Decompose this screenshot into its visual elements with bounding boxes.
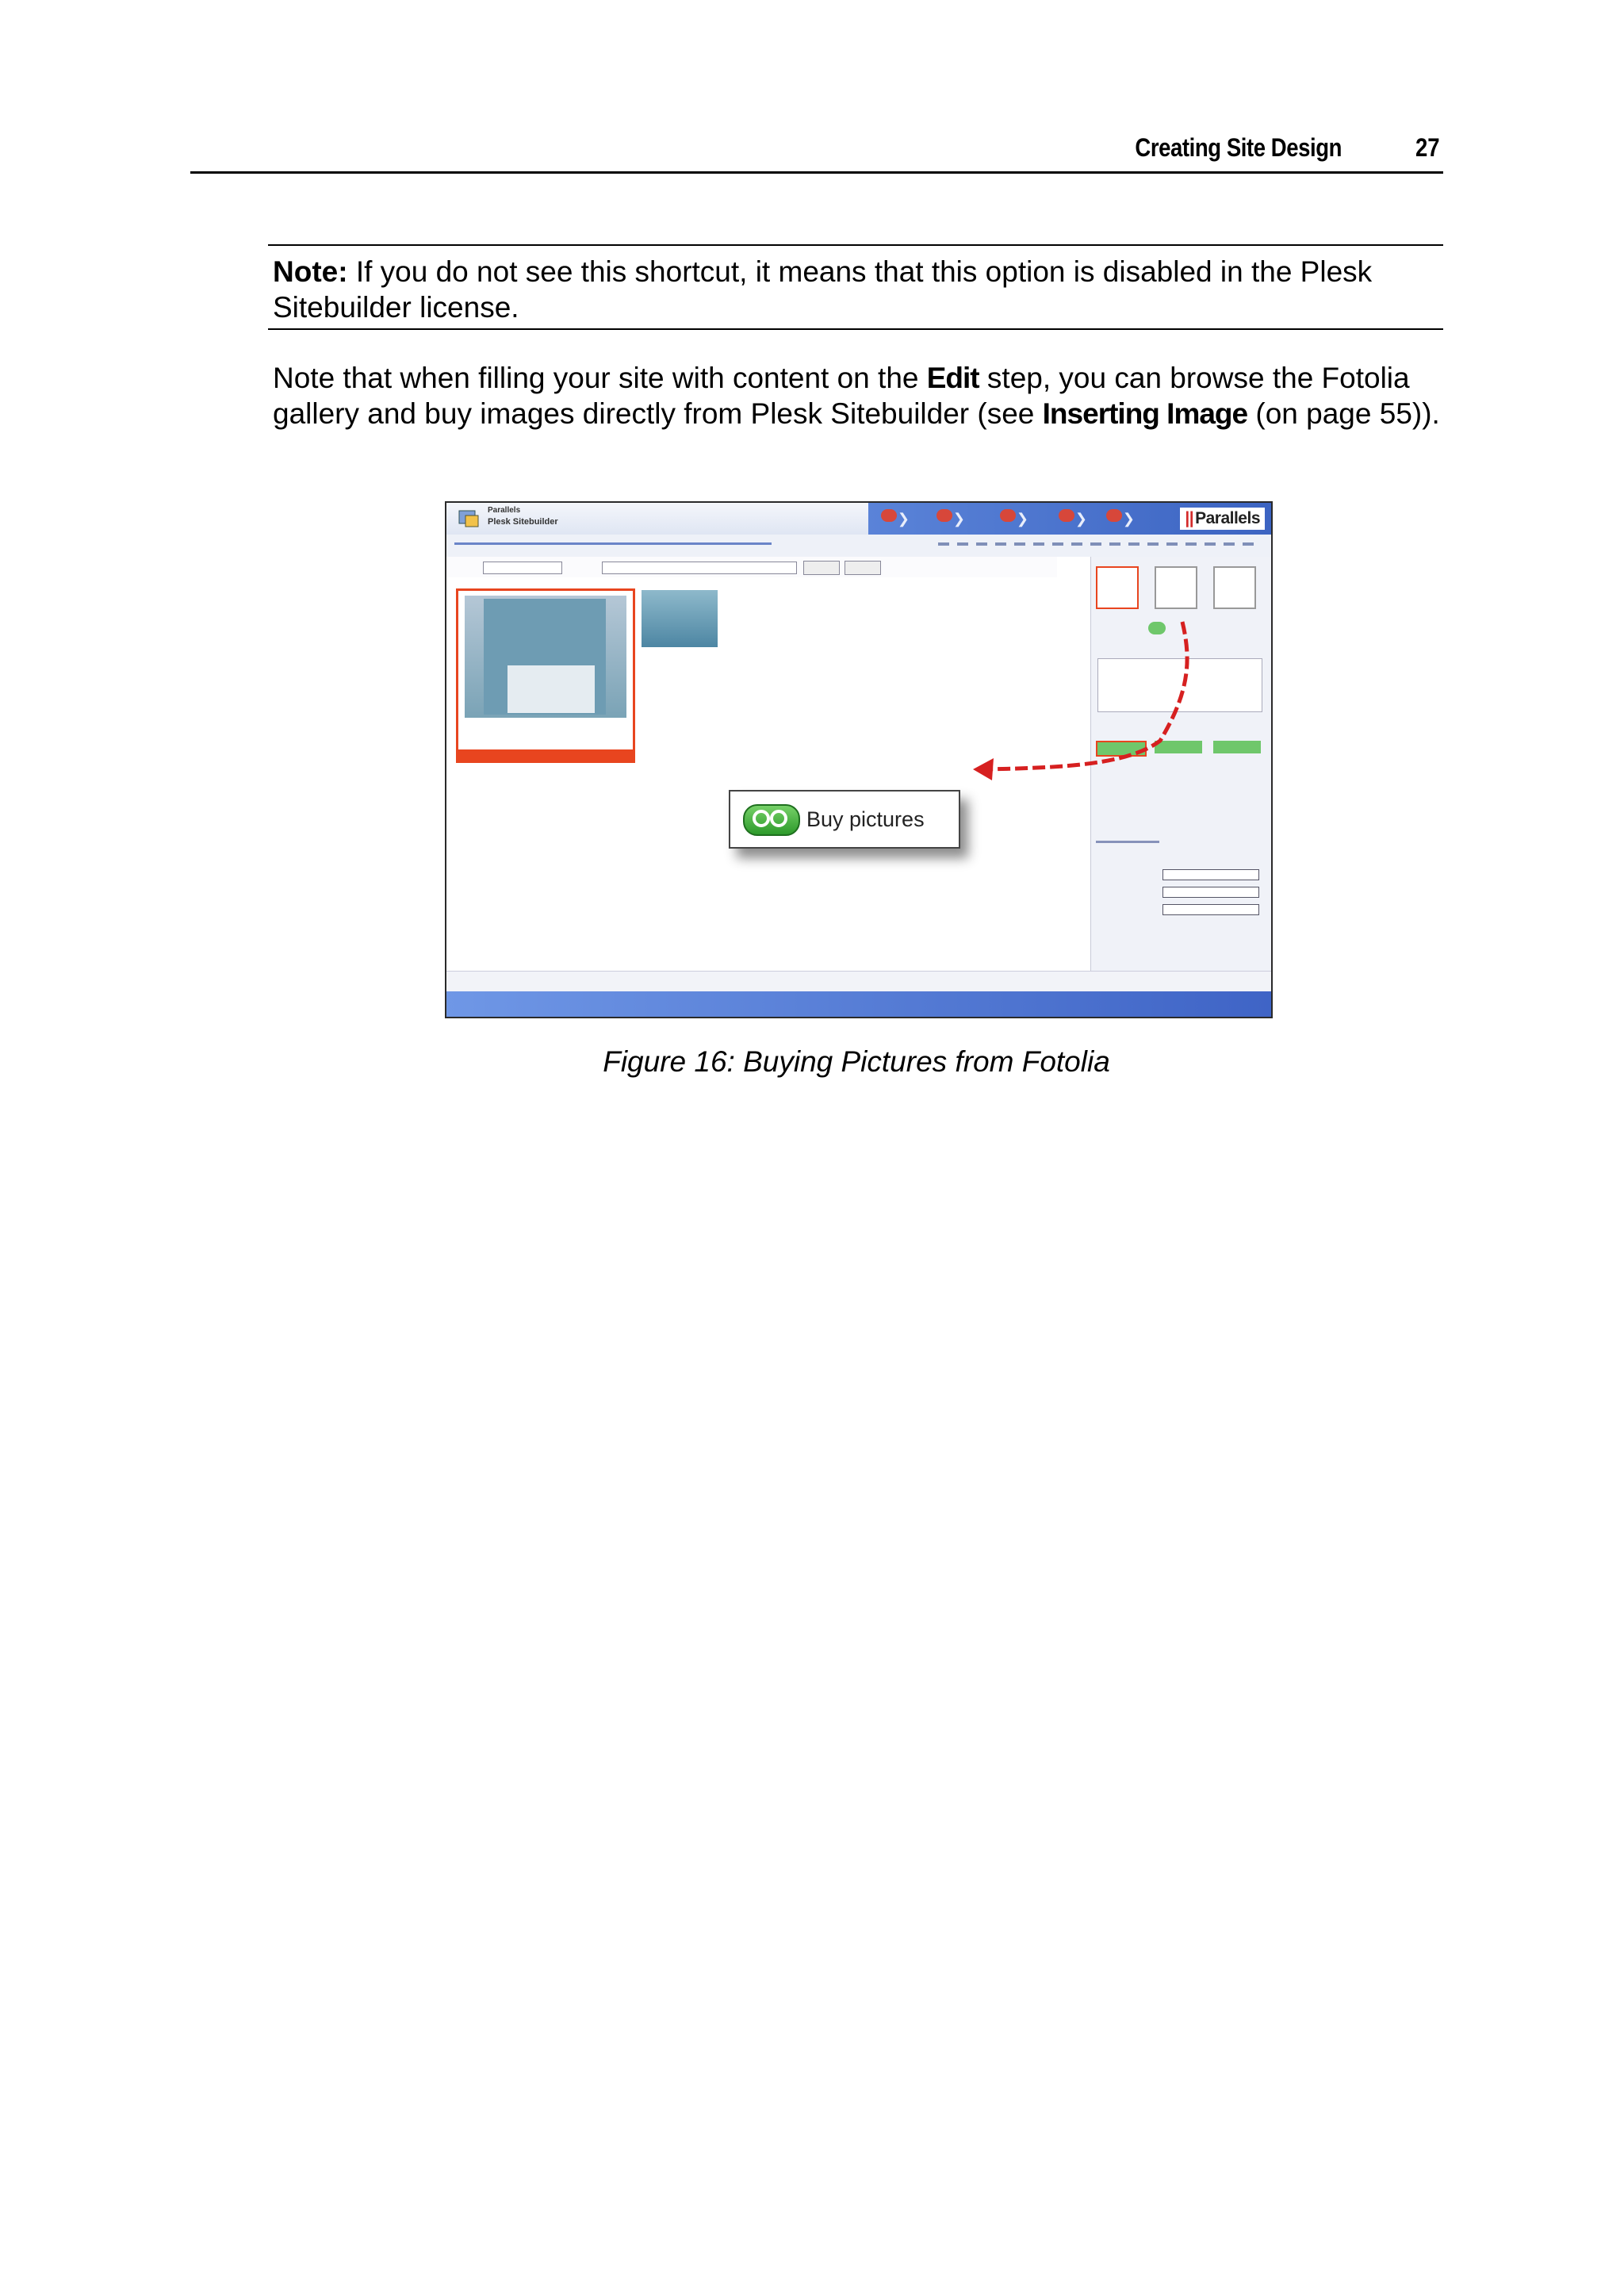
note-box xyxy=(268,244,1443,330)
inserting-image-link[interactable]: Inserting Image xyxy=(1042,397,1248,430)
category-select[interactable] xyxy=(483,562,562,574)
selected-template-card[interactable] xyxy=(456,588,635,763)
note-body: If you do not see this shortcut, it means that this option is disabled in the Plesk Sitebuilder license. xyxy=(273,255,1373,324)
wizard-step-icon[interactable]: ❯ xyxy=(1059,509,1078,528)
panel-field[interactable] xyxy=(1162,869,1259,880)
wizard-step-icon[interactable]: ❯ xyxy=(936,509,956,528)
running-header xyxy=(190,133,1443,174)
note-text xyxy=(273,254,1431,325)
wizard-steps xyxy=(868,503,1271,535)
parallels-logo: ||Parallels xyxy=(1180,508,1265,530)
figure-screenshot xyxy=(445,501,1273,1018)
page-number: 27 xyxy=(1415,133,1440,162)
template-thumbnail[interactable] xyxy=(642,590,718,647)
header-preview xyxy=(1097,658,1262,712)
paragraph-part-3: (on page 55)). xyxy=(1247,397,1440,430)
figure-caption: Figure 16: Buying Pictures from Fotolia xyxy=(603,1045,1110,1078)
search-options-button[interactable] xyxy=(845,561,881,575)
template-gallery xyxy=(446,577,1087,971)
app-topbar xyxy=(446,503,1271,535)
sitebuilder-logo-icon xyxy=(458,508,480,528)
color-scheme-button[interactable] xyxy=(1096,741,1147,757)
color-scheme-button[interactable] xyxy=(1155,741,1202,753)
gallery-toolbar xyxy=(446,557,1057,577)
search-button[interactable] xyxy=(803,561,840,575)
design-side-panel xyxy=(1090,557,1272,971)
layout-option[interactable] xyxy=(1213,566,1256,609)
wizard-step-icon[interactable]: ❯ xyxy=(881,509,900,528)
body-paragraph xyxy=(273,360,1446,431)
buy-pictures-callout[interactable] xyxy=(729,790,960,849)
note-label: Note: xyxy=(273,255,348,288)
paragraph-part-1: Note that when filling your site with content on the xyxy=(273,362,927,394)
wizard-step-icon[interactable]: ❯ xyxy=(1000,509,1019,528)
color-scheme-button[interactable] xyxy=(1213,741,1261,753)
layout-option[interactable] xyxy=(1096,566,1139,609)
section-title: Creating Site Design xyxy=(1135,133,1342,162)
buy-pictures-label: Buy pictures xyxy=(806,807,925,831)
info-bar xyxy=(446,535,1271,557)
wizard-step-icon[interactable]: ❯ xyxy=(1106,509,1125,528)
brand-line-2: Plesk Sitebuilder xyxy=(488,517,558,527)
status-bar xyxy=(446,971,1271,992)
search-input[interactable] xyxy=(602,562,797,574)
mini-buy-pictures-icon[interactable] xyxy=(1148,622,1166,634)
edit-term: Edit xyxy=(926,362,979,394)
panel-field[interactable] xyxy=(1162,904,1259,915)
layout-option[interactable] xyxy=(1155,566,1197,609)
panel-field[interactable] xyxy=(1162,887,1259,898)
paragraph-part-2: step, you can browse the Fotolia gallery and buy images directly from Plesk Sitebuilder (see xyxy=(273,362,1410,430)
buy-pictures-icon xyxy=(743,804,800,836)
brand-line-1: Parallels xyxy=(488,506,521,515)
wizard-navigation-bar xyxy=(446,991,1271,1017)
